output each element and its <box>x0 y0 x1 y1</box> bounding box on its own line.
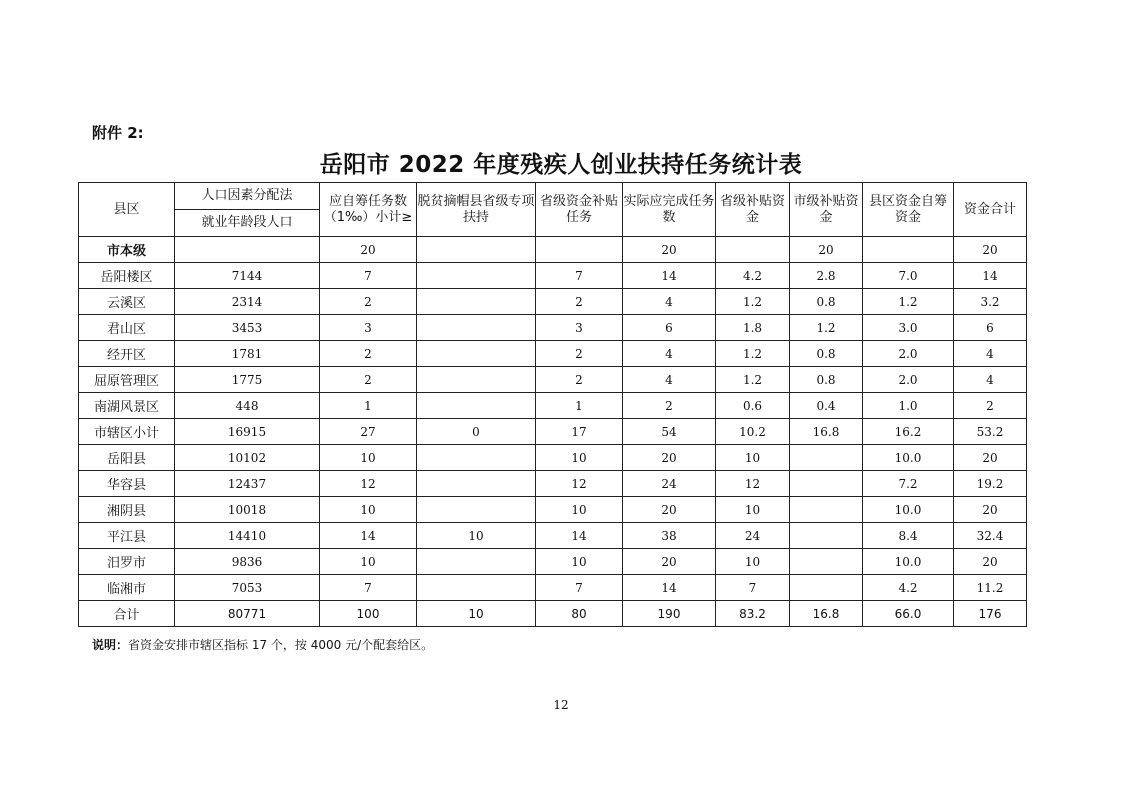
table-row <box>79 523 1027 549</box>
cell-total: 19.2 <box>954 471 1027 497</box>
cell-pop: 80771 <box>175 601 320 627</box>
table-row <box>79 497 1027 523</box>
cell-prov-task: 12 <box>536 471 623 497</box>
cell-task: 2 <box>320 289 417 315</box>
cell-total: 11.2 <box>954 575 1027 601</box>
cell-pop: 9836 <box>175 549 320 575</box>
cell-city-sub: 0.8 <box>790 341 863 367</box>
cell-county-self: 8.4 <box>863 523 954 549</box>
cell-county: 平江县 <box>79 523 175 549</box>
cell-pop: 12437 <box>175 471 320 497</box>
table-row <box>79 445 1027 471</box>
footnote-text: 省资金安排市辖区指标 17 个，按 4000 元/个配套给区。 <box>128 638 434 652</box>
cell-poverty <box>417 237 536 263</box>
cell-pop: 16915 <box>175 419 320 445</box>
table-row <box>79 341 1027 367</box>
cell-city-sub <box>790 523 863 549</box>
cell-county-self: 66.0 <box>863 601 954 627</box>
document-title: 岳阳市 2022 年度残疾人创业扶持任务统计表 <box>319 152 803 178</box>
cell-pop: 3453 <box>175 315 320 341</box>
cell-city-sub <box>790 575 863 601</box>
total-row <box>79 601 1027 627</box>
cell-prov-task: 80 <box>536 601 623 627</box>
cell-task: 14 <box>320 523 417 549</box>
cell-total: 53.2 <box>954 419 1027 445</box>
cell-actual: 4 <box>623 341 716 367</box>
cell-actual: 14 <box>623 263 716 289</box>
cell-total: 32.4 <box>954 523 1027 549</box>
cell-prov-sub: 10 <box>716 497 790 523</box>
cell-actual: 4 <box>623 289 716 315</box>
cell-actual: 190 <box>623 601 716 627</box>
header-total-funds: 资金合计 <box>954 183 1027 237</box>
cell-poverty <box>417 445 536 471</box>
header-county: 县区 <box>79 183 175 237</box>
cell-actual: 20 <box>623 237 716 263</box>
cell-prov-sub: 10 <box>716 549 790 575</box>
header-provincial-task: 省级资金补贴任务 <box>536 183 623 237</box>
cell-pop: 14410 <box>175 523 320 549</box>
cell-task: 3 <box>320 315 417 341</box>
cell-poverty <box>417 575 536 601</box>
cell-prov-task: 7 <box>536 575 623 601</box>
cell-poverty <box>417 315 536 341</box>
cell-pop: 7144 <box>175 263 320 289</box>
cell-task: 2 <box>320 367 417 393</box>
cell-task: 10 <box>320 445 417 471</box>
cell-total: 4 <box>954 341 1027 367</box>
cell-city-sub: 2.8 <box>790 263 863 289</box>
cell-county-self: 10.0 <box>863 549 954 575</box>
cell-poverty <box>417 367 536 393</box>
cell-prov-sub: 1.8 <box>716 315 790 341</box>
cell-city-sub: 0.8 <box>790 289 863 315</box>
cell-actual: 20 <box>623 445 716 471</box>
cell-prov-task: 10 <box>536 445 623 471</box>
cell-county: 云溪区 <box>79 289 175 315</box>
cell-city-sub <box>790 549 863 575</box>
cell-city-sub: 1.2 <box>790 315 863 341</box>
cell-prov-task: 14 <box>536 523 623 549</box>
cell-total: 20 <box>954 237 1027 263</box>
cell-prov-task: 2 <box>536 341 623 367</box>
cell-county-self <box>863 237 954 263</box>
header-provincial-subsidy: 省级补贴资金 <box>716 183 790 237</box>
cell-county-self: 7.0 <box>863 263 954 289</box>
cell-county-self: 1.0 <box>863 393 954 419</box>
cell-poverty <box>417 471 536 497</box>
table-row <box>79 549 1027 575</box>
cell-task: 1 <box>320 393 417 419</box>
cell-city-sub: 16.8 <box>790 419 863 445</box>
cell-county-self: 2.0 <box>863 367 954 393</box>
cell-city-sub: 0.4 <box>790 393 863 419</box>
cell-county: 岳阳楼区 <box>79 263 175 289</box>
cell-pop: 10102 <box>175 445 320 471</box>
cell-task: 100 <box>320 601 417 627</box>
cell-poverty: 0 <box>417 419 536 445</box>
table-row <box>79 471 1027 497</box>
cell-county-self: 3.0 <box>863 315 954 341</box>
cell-poverty <box>417 497 536 523</box>
cell-county: 汨罗市 <box>79 549 175 575</box>
table-row <box>79 393 1027 419</box>
statistics-table <box>78 182 1027 627</box>
header-row <box>79 183 1027 210</box>
cell-actual: 20 <box>623 549 716 575</box>
cell-poverty <box>417 393 536 419</box>
header-actual-tasks: 实际应完成任务数 <box>623 183 716 237</box>
cell-prov-task: 2 <box>536 289 623 315</box>
cell-poverty: 10 <box>417 601 536 627</box>
cell-city-sub: 0.8 <box>790 367 863 393</box>
cell-total: 20 <box>954 549 1027 575</box>
table-row <box>79 419 1027 445</box>
cell-task: 20 <box>320 237 417 263</box>
cell-county-self: 4.2 <box>863 575 954 601</box>
cell-prov-sub: 10 <box>716 445 790 471</box>
cell-city-sub <box>790 445 863 471</box>
cell-actual: 6 <box>623 315 716 341</box>
cell-county-self: 2.0 <box>863 341 954 367</box>
cell-prov-task: 17 <box>536 419 623 445</box>
table-row <box>79 289 1027 315</box>
cell-prov-sub: 1.2 <box>716 341 790 367</box>
cell-county: 屈原管理区 <box>79 367 175 393</box>
cell-prov-sub: 12 <box>716 471 790 497</box>
cell-prov-task: 10 <box>536 497 623 523</box>
cell-county: 华容县 <box>79 471 175 497</box>
cell-poverty <box>417 289 536 315</box>
cell-task: 12 <box>320 471 417 497</box>
table-row <box>79 575 1027 601</box>
cell-county-self: 16.2 <box>863 419 954 445</box>
cell-county: 经开区 <box>79 341 175 367</box>
cell-actual: 38 <box>623 523 716 549</box>
cell-actual: 2 <box>623 393 716 419</box>
page-number: 12 <box>553 698 569 712</box>
cell-prov-sub: 10.2 <box>716 419 790 445</box>
cell-actual: 20 <box>623 497 716 523</box>
cell-pop: 1781 <box>175 341 320 367</box>
cell-total: 14 <box>954 263 1027 289</box>
cell-county: 湘阴县 <box>79 497 175 523</box>
table-row <box>79 237 1027 263</box>
cell-task: 10 <box>320 549 417 575</box>
cell-poverty <box>417 549 536 575</box>
table-row <box>79 263 1027 289</box>
cell-pop: 7053 <box>175 575 320 601</box>
cell-county-self: 7.2 <box>863 471 954 497</box>
cell-pop: 2314 <box>175 289 320 315</box>
table-row <box>79 367 1027 393</box>
cell-city-sub <box>790 497 863 523</box>
cell-prov-sub: 83.2 <box>716 601 790 627</box>
cell-pop: 1775 <box>175 367 320 393</box>
cell-prov-sub: 1.2 <box>716 289 790 315</box>
cell-task: 7 <box>320 263 417 289</box>
footnote <box>92 636 433 653</box>
cell-prov-task: 7 <box>536 263 623 289</box>
cell-county-self: 10.0 <box>863 497 954 523</box>
cell-total: 3.2 <box>954 289 1027 315</box>
cell-county: 君山区 <box>79 315 175 341</box>
cell-actual: 24 <box>623 471 716 497</box>
cell-county-self: 10.0 <box>863 445 954 471</box>
cell-task: 7 <box>320 575 417 601</box>
cell-pop <box>175 237 320 263</box>
cell-total: 176 <box>954 601 1027 627</box>
cell-prov-task: 2 <box>536 367 623 393</box>
cell-task: 27 <box>320 419 417 445</box>
table-row <box>79 315 1027 341</box>
cell-prov-task: 3 <box>536 315 623 341</box>
cell-pop: 10018 <box>175 497 320 523</box>
cell-city-sub: 20 <box>790 237 863 263</box>
cell-task: 10 <box>320 497 417 523</box>
cell-county: 市本级 <box>79 237 175 263</box>
cell-county: 南湖风景区 <box>79 393 175 419</box>
cell-actual: 54 <box>623 419 716 445</box>
footnote-label: 说明： <box>92 638 129 652</box>
cell-total: 20 <box>954 445 1027 471</box>
cell-poverty: 10 <box>417 523 536 549</box>
header-city-subsidy: 市级补贴资金 <box>790 183 863 237</box>
cell-pop: 448 <box>175 393 320 419</box>
header-county-self-funds: 县区资金自筹资金 <box>863 183 954 237</box>
cell-prov-sub: 4.2 <box>716 263 790 289</box>
attachment-label: 附件 2: <box>92 124 144 142</box>
cell-total: 6 <box>954 315 1027 341</box>
cell-total: 20 <box>954 497 1027 523</box>
cell-poverty <box>417 341 536 367</box>
cell-city-sub <box>790 471 863 497</box>
cell-task: 2 <box>320 341 417 367</box>
header-poverty-support: 脱贫摘帽县省级专项扶持 <box>417 183 536 237</box>
cell-total: 4 <box>954 367 1027 393</box>
cell-prov-task <box>536 237 623 263</box>
cell-poverty <box>417 263 536 289</box>
cell-prov-sub: 0.6 <box>716 393 790 419</box>
cell-prov-sub: 24 <box>716 523 790 549</box>
cell-prov-sub: 7 <box>716 575 790 601</box>
cell-prov-sub <box>716 237 790 263</box>
cell-prov-task: 1 <box>536 393 623 419</box>
cell-county: 市辖区小计 <box>79 419 175 445</box>
header-working-age-population: 就业年龄段人口 <box>175 210 320 237</box>
cell-prov-sub: 1.2 <box>716 367 790 393</box>
cell-city-sub: 16.8 <box>790 601 863 627</box>
cell-county: 合计 <box>79 601 175 627</box>
cell-county: 临湘市 <box>79 575 175 601</box>
cell-prov-task: 10 <box>536 549 623 575</box>
cell-county: 岳阳县 <box>79 445 175 471</box>
cell-actual: 4 <box>623 367 716 393</box>
cell-total: 2 <box>954 393 1027 419</box>
cell-actual: 14 <box>623 575 716 601</box>
cell-county-self: 1.2 <box>863 289 954 315</box>
header-population-method: 人口因素分配法 <box>175 183 320 210</box>
header-task-subtotal: 应自筹任务数（1‰）小计≥ <box>320 183 417 237</box>
